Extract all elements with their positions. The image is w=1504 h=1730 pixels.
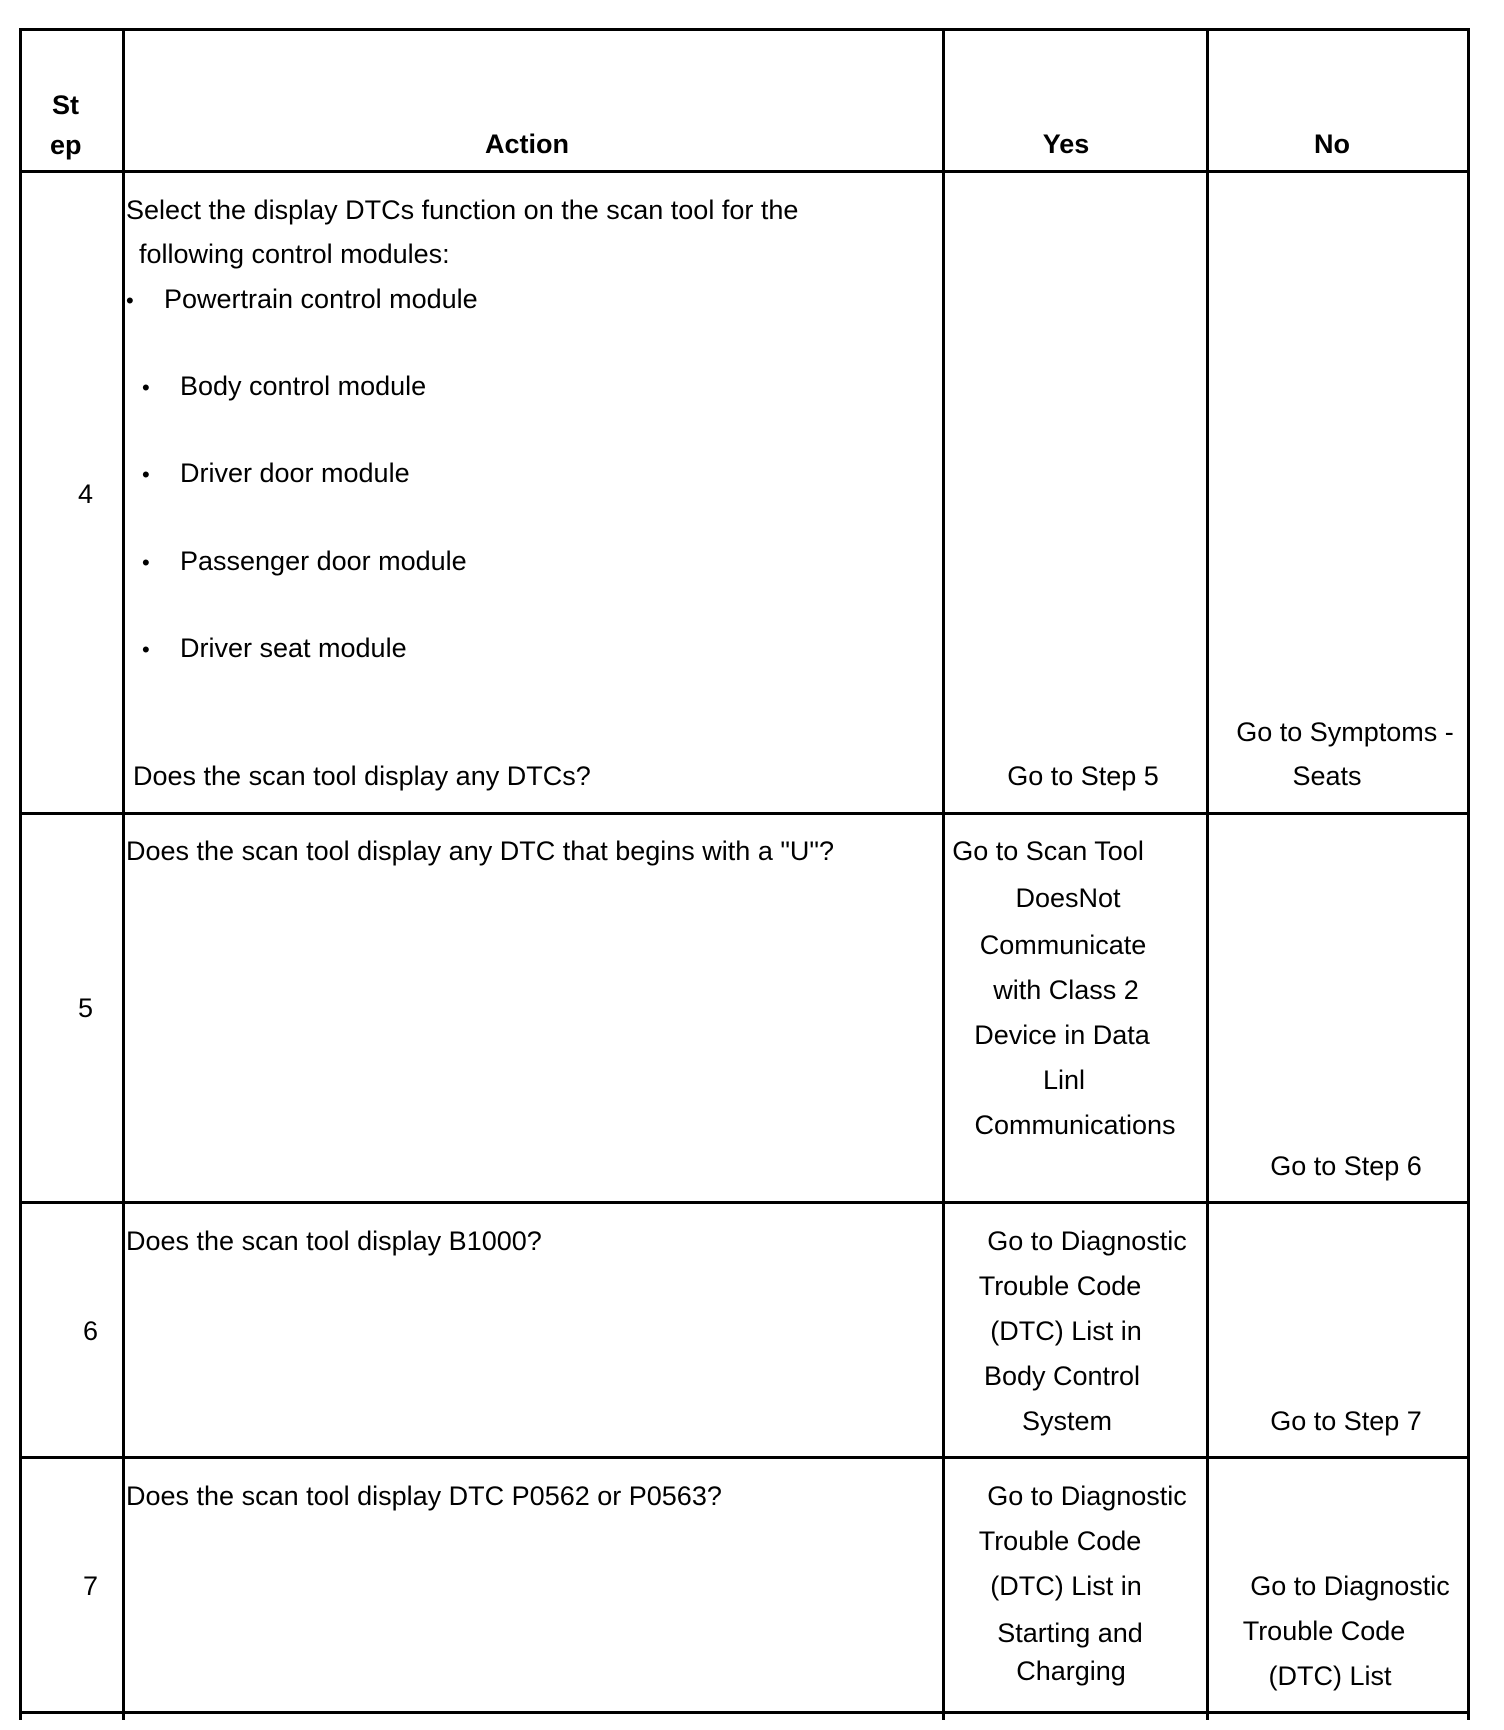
no-outcome: Trouble Code: [1242, 1616, 1406, 1646]
no-outcome: (DTC) List: [1268, 1661, 1392, 1691]
table-border-bottom: [19, 1711, 1470, 1714]
list-item: Powertrain control module: [164, 284, 478, 314]
yes-outcome: with Class 2: [993, 975, 1139, 1005]
action-question: Does the scan tool display any DTCs?: [133, 761, 591, 791]
header-yes: Yes: [1042, 129, 1090, 159]
bullet-icon: •: [142, 550, 150, 575]
yes-outcome: Communicate: [979, 930, 1147, 960]
step-number: 5: [78, 993, 94, 1023]
step-number: 7: [83, 1571, 99, 1601]
table-border-left: [19, 28, 22, 1720]
yes-outcome: DoesNot: [1015, 883, 1121, 913]
header-action: Action: [485, 129, 569, 159]
yes-outcome: Device in Data: [974, 1020, 1150, 1050]
action-text-line: Does the scan tool display any DTC that begins with a "U"?: [126, 836, 835, 866]
bullet-icon: •: [126, 288, 134, 313]
yes-outcome: Charging: [1016, 1656, 1126, 1686]
action-text-line: Does the scan tool display B1000?: [126, 1226, 542, 1256]
no-outcome: Go to Step 7: [1270, 1406, 1422, 1436]
yes-outcome: (DTC) List in: [990, 1316, 1142, 1346]
column-divider-yes-no: [1206, 28, 1209, 1720]
action-text-line: Select the display DTCs function on the scan tool for the: [126, 195, 799, 225]
bullet-icon: •: [142, 375, 150, 400]
action-text-line: following control modules:: [139, 239, 450, 269]
yes-outcome: System: [1021, 1406, 1113, 1436]
list-item: Driver door module: [180, 458, 410, 488]
table-border-top: [19, 28, 1470, 31]
yes-outcome: Go to Diagnostic: [987, 1226, 1187, 1256]
table-border-right: [1467, 28, 1470, 1720]
yes-outcome: (DTC) List in: [990, 1571, 1142, 1601]
no-outcome: Go to Step 6: [1270, 1151, 1422, 1181]
no-outcome: Go to Symptoms -: [1236, 717, 1454, 747]
yes-outcome: Go to Diagnostic: [987, 1481, 1187, 1511]
row-divider-5-6: [19, 1201, 1470, 1204]
yes-outcome: Body Control: [983, 1361, 1141, 1391]
row-divider-6-7: [19, 1456, 1470, 1459]
action-text-line: Does the scan tool display DTC P0562 or P0563?: [126, 1481, 722, 1511]
yes-outcome: Trouble Code: [978, 1271, 1142, 1301]
list-item: Driver seat module: [180, 633, 407, 663]
column-divider-step-action: [122, 28, 125, 1720]
yes-outcome: Go to Step 5: [1007, 761, 1159, 791]
list-item: Passenger door module: [180, 546, 467, 576]
header-step-line1: St: [52, 90, 79, 120]
row-divider-4-5: [19, 812, 1470, 815]
header-step-line2: ep: [50, 130, 82, 160]
header-row-divider: [19, 170, 1470, 173]
step-number: 4: [78, 479, 94, 509]
step-number: 6: [83, 1316, 99, 1346]
column-divider-action-yes: [942, 28, 945, 1720]
yes-outcome: Starting and: [997, 1618, 1143, 1648]
bullet-icon: •: [142, 637, 150, 662]
yes-outcome: Linl: [1042, 1065, 1086, 1095]
yes-outcome: Trouble Code: [978, 1526, 1142, 1556]
yes-outcome: Communications: [974, 1110, 1176, 1140]
bullet-icon: •: [142, 462, 150, 487]
no-outcome: Go to Diagnostic: [1250, 1571, 1450, 1601]
list-item: Body control module: [180, 371, 427, 401]
header-no: No: [1314, 129, 1350, 159]
yes-outcome: Go to Scan Tool: [952, 836, 1144, 866]
no-outcome: Seats: [1292, 761, 1362, 791]
